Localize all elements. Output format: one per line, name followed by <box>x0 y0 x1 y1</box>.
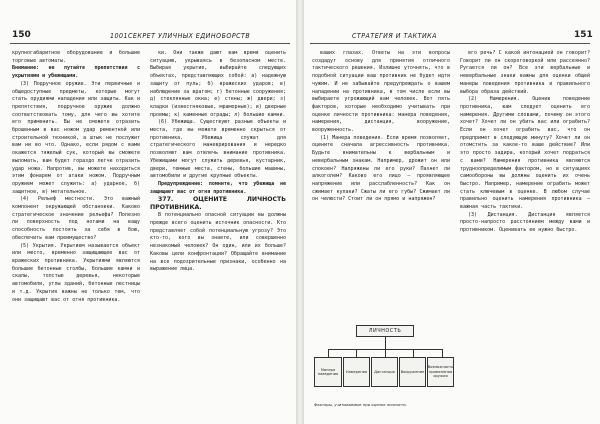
paragraph: ки. Они также дают вам время оценить ситуацию, укрываясь в безопасном месте. Выбирая укрытие, выбирайте следующих объектах, представляющих собой: а) надежную защиту от пуль; б) вражеских ударов; в) наблюдение за врагом; г) бетонные сооружения; д) стеклянные окна; е) стены; ж) двери; з) кладки (известняковые, мраморные); и) дверные проемы; к) каменные ограды; л) большие камни. <box>150 50 286 118</box>
section-title: 377. ОЦЕНИТЕ ЛИЧНОСТЬ ПРОТИВНИКА. <box>150 196 286 212</box>
running-head-number: 1001 <box>110 32 129 40</box>
paragraph: крупногабаритное оборудование и большие торговые автоматы. <box>12 50 140 64</box>
paragraph: (2) Намерения. Оценив поведение противника, вам следует оценить его намерения. Другими словами, почему он этого хочет? Хочет ли он убить вас или ограбить? Если он хочет ограбить вас, что он предпримет в следующую минуту? Хочет ли он отомстить за какое-то ваше действие? Или это просто задира, который хочет подраться с вами? Намерения противника являются трудноопределимым фактором, но в ситуациях самообороны вы должны оценить их очень быстро. Например, намерение ограбить может стать ключевым в оценке. В любом случае правильно оценить намерения противника — важная часть тактики. <box>460 96 590 211</box>
header-rule-right <box>310 43 590 44</box>
book-gutter <box>296 0 304 424</box>
left-column-2 <box>150 50 286 274</box>
page-number-left: 150 <box>12 30 31 40</box>
diagram-box-intentions: Намерения <box>343 357 370 387</box>
paragraph: (3) Подручное оружие. Эти первичные и общедоступные предметы, которые могут стать орудиями нападения или защиты. Как и препятствия, подручное оружие должно соответствовать тому, для чего вы хотите его применить. Вы не сможете отразить брошенным в вас ножом удар ремонтной или строительной техникой, а штык не послужит вам ни во что. Однако, если рядом с вами окажется тяжелый сук, который вы сможете выломать, вам будет гораздо легче отразить удар ножа. Напротив, вы можете находиться этим фонарем от атаки ножом. Подручным оружием может служить: а) ударное, б) защитное, в) метательное. <box>12 80 140 195</box>
diagram-connector-1 <box>328 349 329 357</box>
running-head-left: СЕКРЕТ УЛИЧНЫХ ЕДИНОБОРСТВ <box>128 32 251 40</box>
right-page <box>304 0 600 424</box>
paragraph: (6) Убежища. Существуют разные объекты и места, где вы можете временно скрыться от противника. Убежища служат для стратегического маневрирования и нередко позволяют вам отвлечь внимание противника. Убежищами могут служить деревья, кустарник, двери, темные места, стены, большие машины, автомобили и другие крупные объекты. <box>150 119 286 180</box>
paragraph: Предупреждение: помните, что убежища не защищают вас от огня противника. <box>150 180 286 195</box>
diagram-box-behavior: Манера поведения <box>314 357 342 387</box>
paragraph: В потенциально опасной ситуации вы должны прежде всего оценить источник опасности. Кто представляет собой потенциальную угрозу? Это кто-то, кого вы знаете, или совершенно незнакомый человек? Он один, или их больше? Каковы цели конфронтации? Обращайте внимание на все подозрительные признаки, особенно на выражение лица. <box>150 212 286 273</box>
diagram-connector-4 <box>413 349 414 357</box>
personality-factors-diagram <box>314 325 454 405</box>
right-column-2 <box>460 50 590 235</box>
left-column-1 <box>12 50 140 304</box>
paragraph: (1) Манера поведения. Если время позволяет, оцените сначала агрессивность противника. Будьте внимательны к вербальным и невербальным знакам. Например, дрожит он или спокоен? Напряжены ли его руки? Пахнет ли алкоголем? Каково его лицо — проявляющее напряжение или расслабленность? Как он сжимает кулаки? Сжаты ли его губы? Сжимает ли он челюсти? Стоит ли он прямо и напряжен? <box>312 134 450 203</box>
diagram-connector-3 <box>385 349 386 357</box>
diagram-caption: Факторы, учитываемые при оценке личности. <box>314 402 407 407</box>
diagram-top-box: ЛИЧНОСТЬ <box>356 325 414 337</box>
paragraph: (3) Дистанция. Дистанция является просто-напросто расстоянием между вами и противником. Оценивать ее нужно быстро. <box>460 211 590 234</box>
paragraph: (5) Укрытия. Укрытием называется объект или место, временно защищающее вас от вражеских противника. Укрытиями являются большие бетонные столбы, большие камни и скалы, толстые деревья, некоторые автомобили, углы зданий, бетонные лестницы и т.д. Укрытия важны не только тем, что они защищают вас от огня противника. <box>12 242 140 303</box>
diagram-connector-2 <box>356 349 357 357</box>
running-head-right: СТРАТЕГИЯ И ТАКТИКА <box>352 32 437 40</box>
header-rule <box>10 43 290 44</box>
diagram-box-distance: Дистанция <box>371 357 398 387</box>
paragraph: его речь? С какой интонацией он говорит? Говорит ли он скороговоркой или рассеянно? Ругается ли он? Все эти вербальные и невербальные знаки важны для оценки общей манеры поведения противника и правильного выбора образа действий. <box>460 50 590 95</box>
diagram-connector-5 <box>442 349 443 357</box>
paragraph: ваших глазах. Ответы на эти вопросы создадут основу для принятия отличного тактического решения. Излишне уточнять, что в подобной ситуации ваш противник не будет идти чужим. И не забывайте предупреждать о вашем нападении на противника, в том числе если вы выбираете угрожающий вам человек. Вот пять факторов, которые необходимо учитывать при оценке личности противника: манера поведения, намерения, дистанция, вооружение, вооруженность. <box>312 50 450 134</box>
diagram-box-weapons: Вооружение <box>399 357 426 387</box>
page-number-right: 151 <box>574 30 593 40</box>
left-page <box>0 0 296 424</box>
right-column-1 <box>312 50 450 320</box>
paragraph: (4) Рельеф местности. Это важный компонент окружающей обстановки. Каково стратегическое значение рельефа? Полезно ли поверхность под ногами на ващу способность постоять за себя в бою, обеспечить вам преимущество? <box>12 196 140 241</box>
diagram-connector-vertical <box>385 337 386 349</box>
diagram-box-weapon-use: Возможность применения оружия <box>427 357 454 387</box>
paragraph: Внимание: не путайте препятствия с укрытиями и убежищами. <box>12 65 140 80</box>
